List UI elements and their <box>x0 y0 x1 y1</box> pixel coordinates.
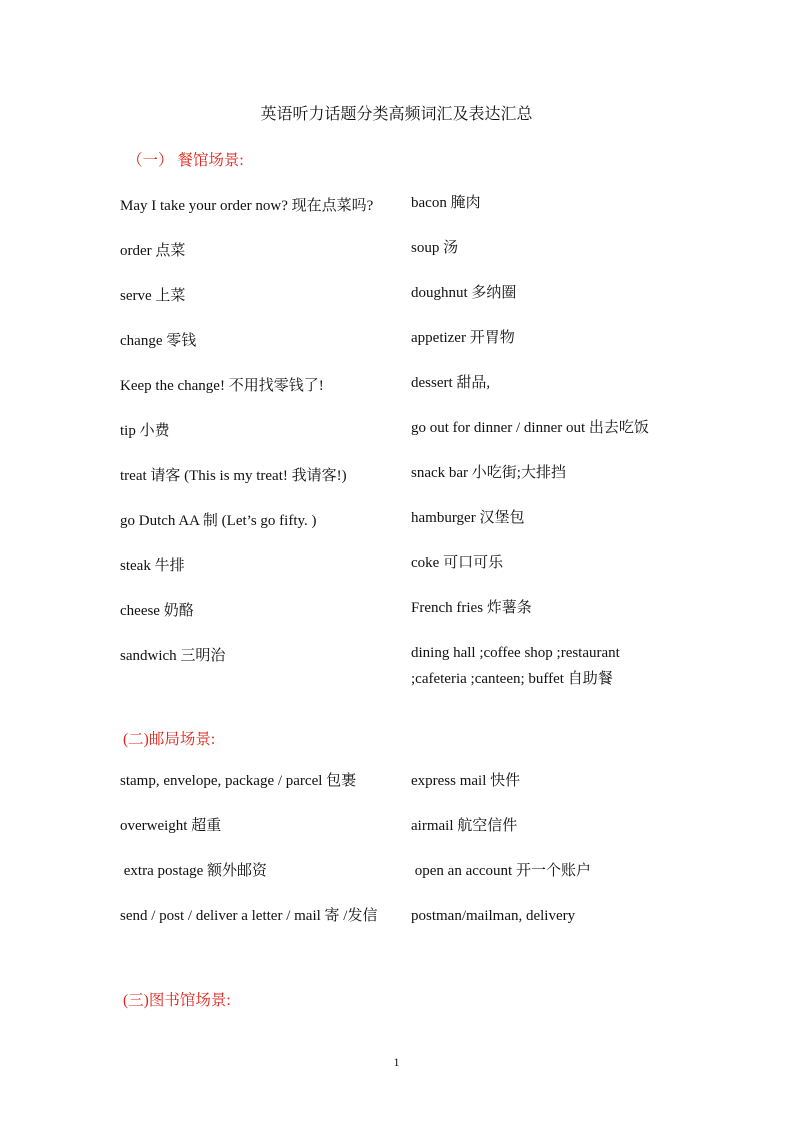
vocab-item: extra postage 额外邮资 <box>120 863 268 879</box>
vocab-item: May I take your order now? 现在点菜吗? <box>120 198 374 214</box>
vocab-item: appetizer 开胃物 <box>411 330 515 346</box>
post-office-right-column <box>411 768 691 929</box>
document-title: 英语听力话题分类高频词汇及表达汇总 <box>260 106 533 123</box>
vocab-item: open an account 开一个账户 <box>411 863 591 879</box>
vocab-item: stamp, envelope, package / parcel 包裹 <box>120 773 357 789</box>
vocab-item: serve 上菜 <box>120 288 186 304</box>
vocab-item: treat 请客 (This is my treat! 我请客!) <box>120 468 347 484</box>
vocab-item: coke 可口可乐 <box>411 555 504 571</box>
vocab-item: order 点菜 <box>120 243 186 259</box>
vocab-item: snack bar 小吃街;大排挡 <box>411 465 566 481</box>
vocab-item: go out for dinner / dinner out 出去吃饭 <box>411 420 649 436</box>
vocab-item: dessert 甜品, <box>411 375 491 391</box>
vocab-item: doughnut 多纳圈 <box>411 285 517 301</box>
vocab-item: postman/mailman, delivery <box>411 908 576 924</box>
vocab-item: change 零钱 <box>120 333 197 349</box>
vocab-item: overweight 超重 <box>120 818 222 834</box>
vocab-item: airmail 航空信件 <box>411 818 518 834</box>
vocab-item: bacon 腌肉 <box>411 195 481 211</box>
section-heading-restaurant: （一） 餐馆场景: <box>127 152 244 169</box>
page-number: 1 <box>393 1055 400 1069</box>
vocab-item: Keep the change! 不用找零钱了! <box>120 378 324 394</box>
vocab-item: steak 牛排 <box>120 558 185 574</box>
section-heading-library: (三)图书馆场景: <box>123 992 231 1009</box>
post-office-left-column <box>120 768 385 929</box>
vocab-item: send / post / deliver a letter / mail 寄 /发信 <box>120 908 378 924</box>
vocab-item: cheese 奶酪 <box>120 603 194 619</box>
vocab-item: sandwich 三明治 <box>120 648 226 664</box>
vocab-item: hamburger 汉堡包 <box>411 510 525 526</box>
section-heading-post-office: (二)邮局场景: <box>123 731 216 748</box>
vocab-item: tip 小费 <box>120 423 170 439</box>
restaurant-right-column <box>411 190 691 692</box>
vocab-item: express mail 快件 <box>411 773 521 789</box>
vocab-item: dining hall ;coffee shop ;restaurant ;cafeteria ;canteen; buffet 自助餐 <box>411 645 620 687</box>
vocab-item: soup 汤 <box>411 240 459 256</box>
vocab-item: go Dutch AA 制 (Let’s go fifty. ) <box>120 513 317 529</box>
restaurant-left-column <box>120 193 385 669</box>
vocab-item: French fries 炸薯条 <box>411 600 532 616</box>
